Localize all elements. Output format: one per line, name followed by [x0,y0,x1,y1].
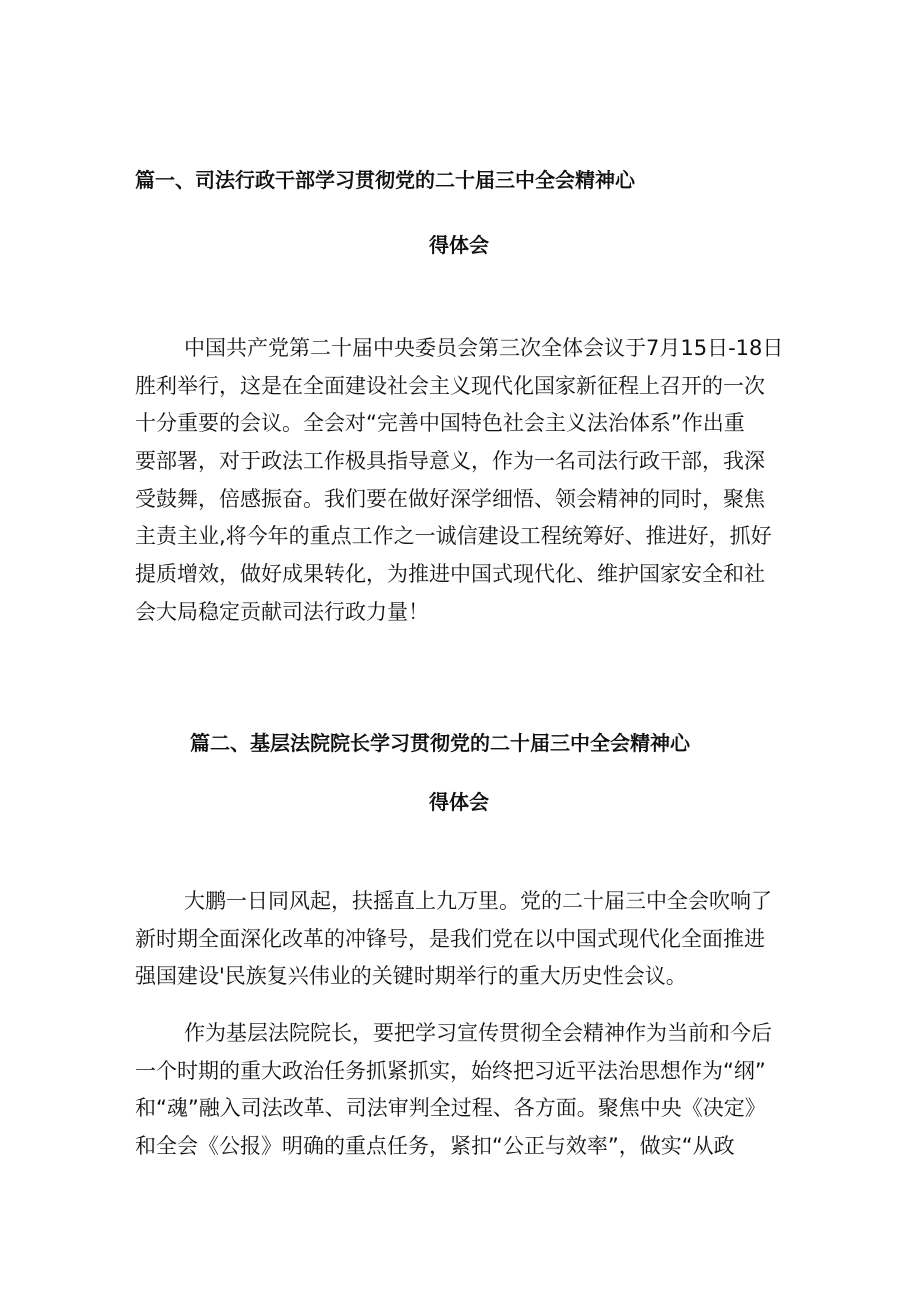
article2-paragraph2-line: 和全会《公报》明确的重点任务，紧扣“公正与效率”，做实“从政 [135,1134,735,1159]
article1-paragraph-line: 要部署，对于政法工作极具指导意义，作为一名司法行政干部，我深 [135,449,765,474]
article2-paragraph1 [135,883,795,996]
article1-paragraph-line: 主责主业,将今年的重点工作之一诚信建设工程统筹好、推进好，抓好 [135,524,772,549]
article1-paragraph-line: 胜利举行，这是在全面建设社会主义现代化国家新征程上召开的一次 [135,373,765,398]
article1-paragraph-line: 十分重要的会议。全会对“完善中国特色社会主义法治体系”作出重 [135,411,745,436]
article1-paragraph-line: 受鼓舞，倍感振奋。我们要在做好深学细悟、领会精神的同时，聚焦 [135,486,765,511]
article2-paragraph2 [135,1015,795,1166]
article2-paragraph1-line: 新时期全面深化改革的冲锋号，是我们党在以中国式现代化全面推进 [135,926,765,951]
article1-paragraph-line: 会大局稳定贡献司法行政力量！ [135,599,429,624]
article2-paragraph2-line: 作为基层法院院长，要把学习宣传贯彻全会精神作为当前和今后 [184,1021,772,1045]
article2-paragraph2-line: 一个时期的重大政治任务抓紧抓实，始终把习近平法治思想作为“纲” [135,1058,766,1083]
article1-paragraph [135,330,795,632]
article1-paragraph-line: 提质增效，做好成果转化，为推进中国式现代化、维护国家安全和社 [135,562,765,587]
article2-title-line2: 得体会 [429,790,489,814]
article2-title-line1: 篇二、基层法院院长学习贯彻党的二十届三中全会精神心 [190,731,690,755]
article1-title-line2: 得体会 [429,233,489,257]
article2-paragraph1-line: 大鹏一日同风起，扶摇直上九万里。党的二十届三中全会吹响了 [184,889,772,913]
article2-paragraph1-line: 强国建设'民族复兴伟业的关键时期举行的重大历史性会议。 [135,964,687,989]
article2-paragraph2-line: 和“魂”融入司法改革、司法审判全过程、各方面。聚焦中央《决定》 [135,1096,766,1121]
article1-title-line1: 篇一、司法行政干部学习贯彻党的二十届三中全会精神心 [135,168,635,192]
article1-paragraph-line: 中国共产党第二十届中央委员会第三次全体会议于7月15日-18日 [184,336,784,360]
